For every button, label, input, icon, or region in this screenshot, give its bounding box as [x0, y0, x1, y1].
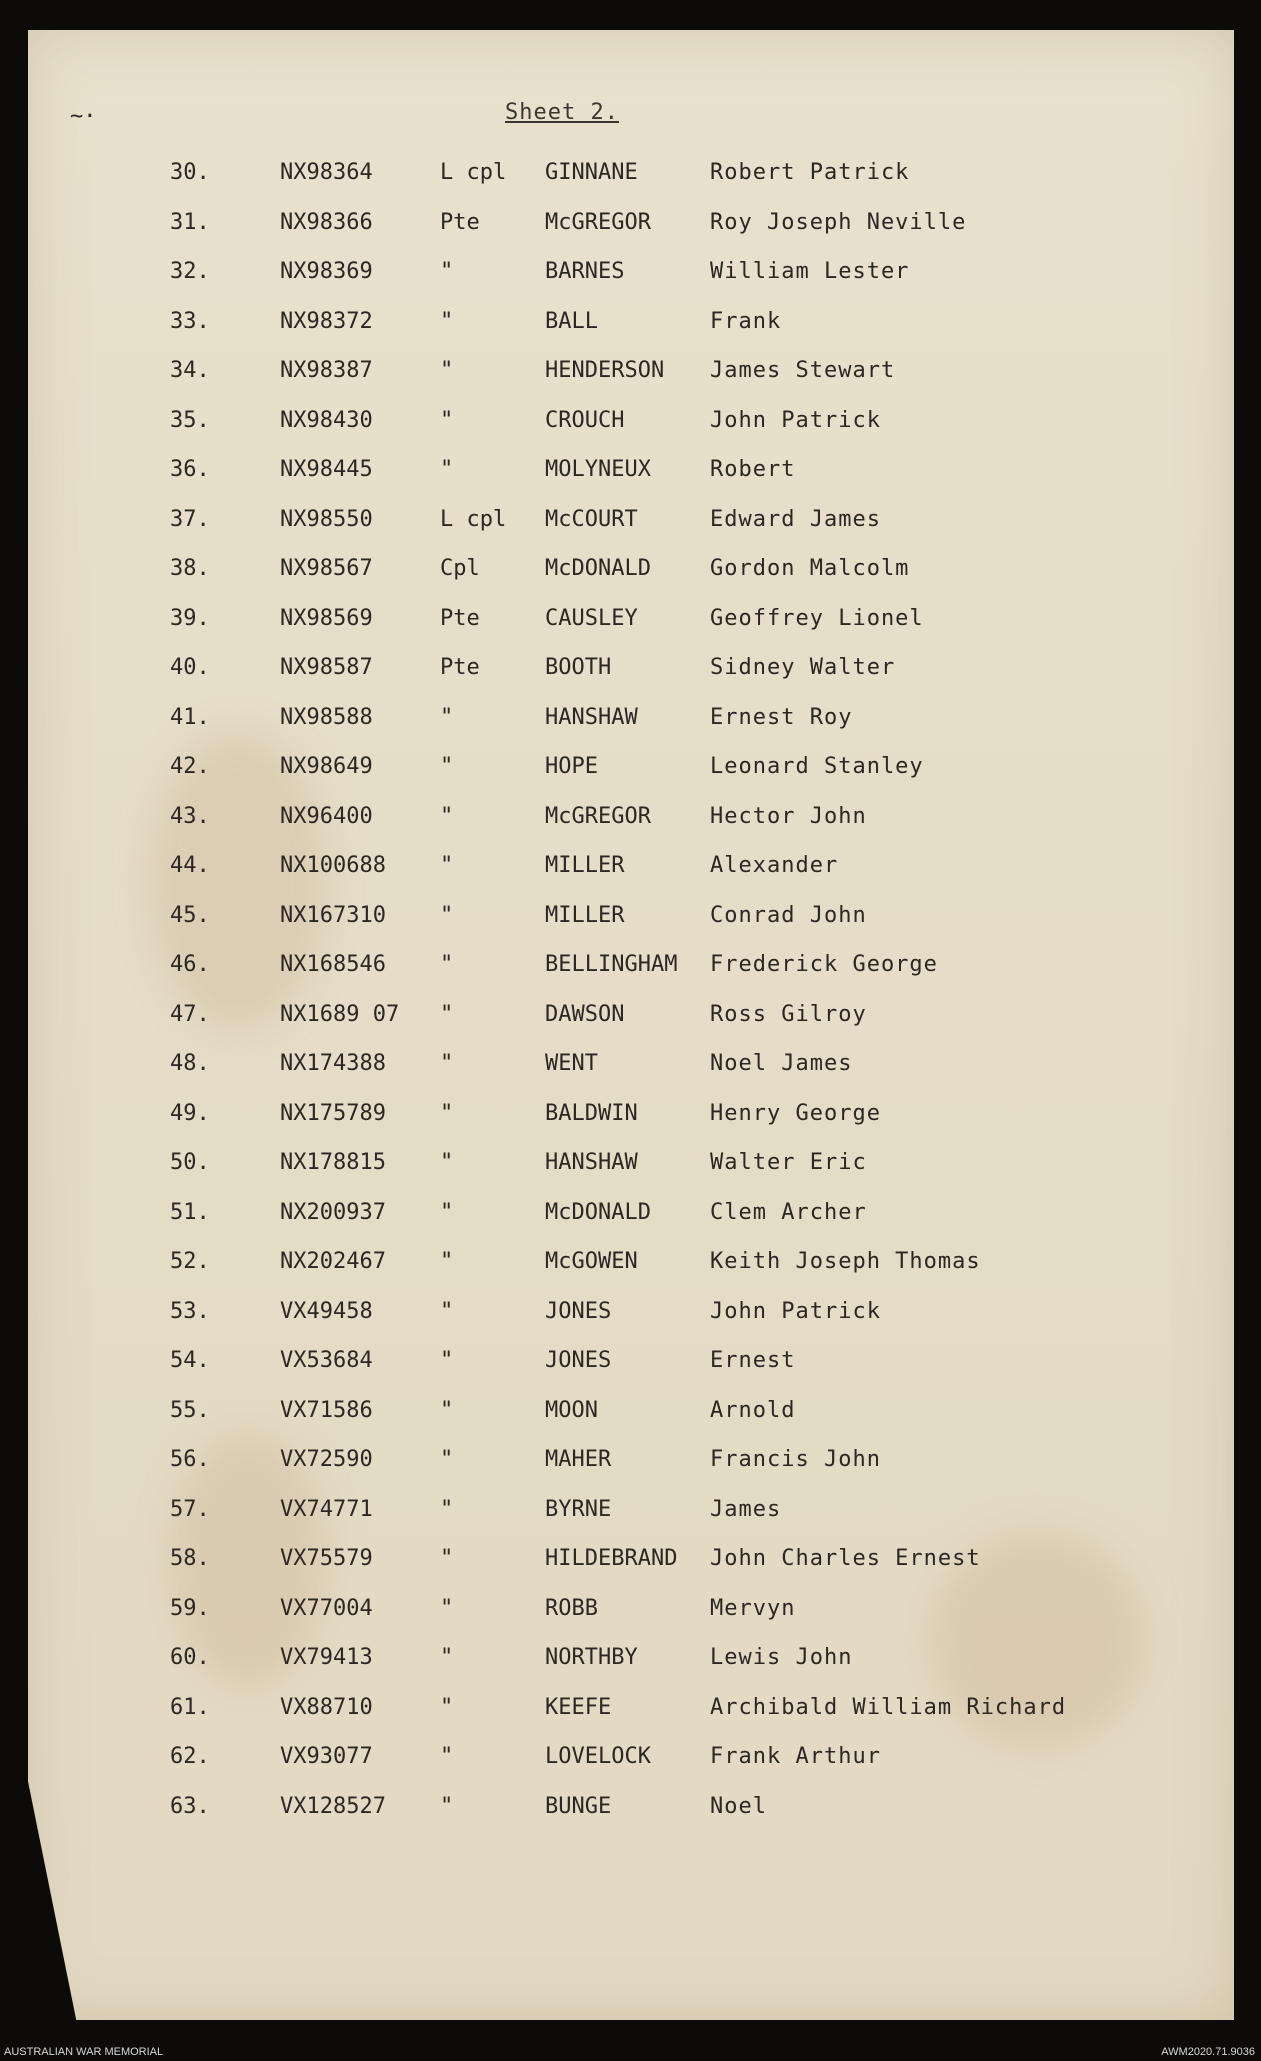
- row-number: 63.: [170, 1794, 210, 1819]
- list-item: [0, 408, 1261, 448]
- rank: ": [440, 1002, 454, 1027]
- list-item: [0, 556, 1261, 596]
- rank: ": [440, 1744, 454, 1769]
- service-number: NX98567: [280, 556, 373, 581]
- list-item: [0, 1249, 1261, 1289]
- surname: McGOWEN: [545, 1249, 638, 1274]
- list-item: [0, 1695, 1261, 1735]
- service-number: VX128527: [280, 1794, 386, 1819]
- list-item: [0, 705, 1261, 745]
- row-number: 57.: [170, 1497, 210, 1522]
- given-names: Roy Joseph Neville: [710, 210, 967, 235]
- surname: MAHER: [545, 1447, 612, 1472]
- service-number: NX98588: [280, 705, 373, 730]
- given-names: Edward James: [710, 507, 881, 532]
- row-number: 62.: [170, 1744, 210, 1769]
- given-names: Leonard Stanley: [710, 754, 924, 779]
- rank: Pte: [440, 210, 480, 235]
- surname: CAUSLEY: [545, 606, 638, 631]
- list-item: [0, 507, 1261, 547]
- surname: JONES: [545, 1348, 612, 1373]
- service-number: VX71586: [280, 1398, 373, 1423]
- given-names: Frederick George: [710, 952, 938, 977]
- given-names: Henry George: [710, 1101, 881, 1126]
- row-number: 50.: [170, 1150, 210, 1175]
- list-item: [0, 309, 1261, 349]
- given-names: William Lester: [710, 259, 910, 284]
- rank: ": [440, 952, 454, 977]
- surname: HENDERSON: [545, 358, 665, 383]
- surname: HOPE: [545, 754, 598, 779]
- rank: ": [440, 1150, 454, 1175]
- surname: BARNES: [545, 259, 625, 284]
- surname: HILDEBRAND: [545, 1546, 678, 1571]
- rank: ": [440, 1299, 454, 1324]
- given-names: Sidney Walter: [710, 655, 896, 680]
- rank: Pte: [440, 655, 480, 680]
- service-number: VX49458: [280, 1299, 373, 1324]
- surname: GINNANE: [545, 160, 638, 185]
- service-number: NX98550: [280, 507, 373, 532]
- service-number: NX98587: [280, 655, 373, 680]
- given-names: Ross Gilroy: [710, 1002, 867, 1027]
- given-names: Ernest Roy: [710, 705, 853, 730]
- row-number: 56.: [170, 1447, 210, 1472]
- rank: ": [440, 1101, 454, 1126]
- list-item: [0, 1200, 1261, 1240]
- surname: NORTHBY: [545, 1645, 638, 1670]
- ink-mark: ~·: [70, 104, 97, 129]
- service-number: VX77004: [280, 1596, 373, 1621]
- rank: ": [440, 1695, 454, 1720]
- row-number: 37.: [170, 507, 210, 532]
- row-number: 32.: [170, 259, 210, 284]
- surname: BALL: [545, 309, 598, 334]
- given-names: Arnold: [710, 1398, 796, 1423]
- rank: ": [440, 457, 454, 482]
- rank: ": [440, 1398, 454, 1423]
- given-names: Archibald William Richard: [710, 1695, 1067, 1720]
- given-names: Frank Arthur: [710, 1744, 881, 1769]
- given-names: John Patrick: [710, 408, 881, 433]
- surname: McGREGOR: [545, 804, 651, 829]
- given-names: Noel James: [710, 1051, 853, 1076]
- row-number: 59.: [170, 1596, 210, 1621]
- row-number: 41.: [170, 705, 210, 730]
- given-names: Hector John: [710, 804, 867, 829]
- list-item: [0, 804, 1261, 844]
- list-item: [0, 952, 1261, 992]
- given-names: Francis John: [710, 1447, 881, 1472]
- given-names: Clem Archer: [710, 1200, 867, 1225]
- rank: L cpl: [440, 507, 507, 532]
- rank: ": [440, 1794, 454, 1819]
- rank: ": [440, 1348, 454, 1373]
- service-number: NX98364: [280, 160, 373, 185]
- service-number: VX75579: [280, 1546, 373, 1571]
- row-number: 35.: [170, 408, 210, 433]
- list-item: [0, 160, 1261, 200]
- surname: MOLYNEUX: [545, 457, 651, 482]
- list-item: [0, 1794, 1261, 1834]
- row-number: 49.: [170, 1101, 210, 1126]
- row-number: 30.: [170, 160, 210, 185]
- list-item: [0, 1150, 1261, 1190]
- rank: Pte: [440, 606, 480, 631]
- surname: WENT: [545, 1051, 598, 1076]
- given-names: James Stewart: [710, 358, 896, 383]
- surname: HANSHAW: [545, 1150, 638, 1175]
- row-number: 60.: [170, 1645, 210, 1670]
- given-names: Robert Patrick: [710, 160, 910, 185]
- surname: HANSHAW: [545, 705, 638, 730]
- list-item: [0, 1596, 1261, 1636]
- footer-reference: AWM2020.71.9036: [1161, 2046, 1255, 2058]
- service-number: NX175789: [280, 1101, 386, 1126]
- surname: MILLER: [545, 903, 625, 928]
- rank: ": [440, 309, 454, 334]
- surname: JONES: [545, 1299, 612, 1324]
- row-number: 39.: [170, 606, 210, 631]
- row-number: 33.: [170, 309, 210, 334]
- row-number: 34.: [170, 358, 210, 383]
- given-names: James: [710, 1497, 782, 1522]
- surname: BELLINGHAM: [545, 952, 678, 977]
- service-number: NX174388: [280, 1051, 386, 1076]
- rank: ": [440, 1546, 454, 1571]
- row-number: 31.: [170, 210, 210, 235]
- service-number: VX93077: [280, 1744, 373, 1769]
- list-item: [0, 457, 1261, 497]
- list-item: [0, 210, 1261, 250]
- row-number: 36.: [170, 457, 210, 482]
- row-number: 58.: [170, 1546, 210, 1571]
- given-names: Ernest: [710, 1348, 796, 1373]
- list-item: [0, 1101, 1261, 1141]
- given-names: Noel: [710, 1794, 767, 1819]
- given-names: Mervyn: [710, 1596, 796, 1621]
- list-item: [0, 1299, 1261, 1339]
- rank: ": [440, 358, 454, 383]
- service-number: NX1689 07: [280, 1002, 400, 1027]
- rank: ": [440, 1645, 454, 1670]
- surname: McGREGOR: [545, 210, 651, 235]
- service-number: NX98372: [280, 309, 373, 334]
- row-number: 47.: [170, 1002, 210, 1027]
- rank: ": [440, 1249, 454, 1274]
- list-item: [0, 1645, 1261, 1685]
- row-number: 51.: [170, 1200, 210, 1225]
- rank: L cpl: [440, 160, 507, 185]
- rank: ": [440, 1200, 454, 1225]
- given-names: Conrad John: [710, 903, 867, 928]
- surname: McDONALD: [545, 1200, 651, 1225]
- list-item: [0, 1051, 1261, 1091]
- rank: ": [440, 804, 454, 829]
- surname: DAWSON: [545, 1002, 625, 1027]
- service-number: NX98445: [280, 457, 373, 482]
- rank: ": [440, 705, 454, 730]
- given-names: John Patrick: [710, 1299, 881, 1324]
- list-item: [0, 1348, 1261, 1388]
- surname: CROUCH: [545, 408, 625, 433]
- surname: McCOURT: [545, 507, 638, 532]
- surname: BUNGE: [545, 1794, 612, 1819]
- list-item: [0, 1546, 1261, 1586]
- list-item: [0, 1497, 1261, 1537]
- archive-footer: [0, 2044, 1261, 2061]
- surname: LOVELOCK: [545, 1744, 651, 1769]
- given-names: Keith Joseph Thomas: [710, 1249, 981, 1274]
- service-number: NX96400: [280, 804, 373, 829]
- given-names: Geoffrey Lionel: [710, 606, 924, 631]
- given-names: Frank: [710, 309, 782, 334]
- surname: MILLER: [545, 853, 625, 878]
- list-item: [0, 606, 1261, 646]
- service-number: NX100688: [280, 853, 386, 878]
- rank: ": [440, 1497, 454, 1522]
- rank: ": [440, 259, 454, 284]
- row-number: 46.: [170, 952, 210, 977]
- rank: ": [440, 754, 454, 779]
- list-item: [0, 754, 1261, 794]
- row-number: 38.: [170, 556, 210, 581]
- service-number: NX200937: [280, 1200, 386, 1225]
- row-number: 48.: [170, 1051, 210, 1076]
- surname: KEEFE: [545, 1695, 612, 1720]
- rank: ": [440, 853, 454, 878]
- rank: ": [440, 1447, 454, 1472]
- rank: Cpl: [440, 556, 480, 581]
- given-names: Walter Eric: [710, 1150, 867, 1175]
- row-number: 42.: [170, 754, 210, 779]
- surname: ROBB: [545, 1596, 598, 1621]
- service-number: VX53684: [280, 1348, 373, 1373]
- row-number: 54.: [170, 1348, 210, 1373]
- row-number: 55.: [170, 1398, 210, 1423]
- given-names: John Charles Ernest: [710, 1546, 981, 1571]
- service-number: NX98369: [280, 259, 373, 284]
- list-item: [0, 1398, 1261, 1438]
- sheet-title: Sheet 2.: [505, 100, 619, 125]
- surname: BOOTH: [545, 655, 612, 680]
- list-item: [0, 1447, 1261, 1487]
- service-number: NX168546: [280, 952, 386, 977]
- given-names: Robert: [710, 457, 796, 482]
- rank: ": [440, 408, 454, 433]
- rank: ": [440, 1596, 454, 1621]
- service-number: NX98387: [280, 358, 373, 383]
- surname: BYRNE: [545, 1497, 612, 1522]
- rank: ": [440, 1051, 454, 1076]
- service-number: NX167310: [280, 903, 386, 928]
- service-number: NX98366: [280, 210, 373, 235]
- row-number: 61.: [170, 1695, 210, 1720]
- service-number: VX88710: [280, 1695, 373, 1720]
- list-item: [0, 1744, 1261, 1784]
- row-number: 43.: [170, 804, 210, 829]
- list-item: [0, 1002, 1261, 1042]
- service-number: VX72590: [280, 1447, 373, 1472]
- surname: BALDWIN: [545, 1101, 638, 1126]
- list-item: [0, 853, 1261, 893]
- service-number: NX98569: [280, 606, 373, 631]
- service-number: NX98649: [280, 754, 373, 779]
- surname: McDONALD: [545, 556, 651, 581]
- service-number: NX98430: [280, 408, 373, 433]
- surname: MOON: [545, 1398, 598, 1423]
- list-item: [0, 903, 1261, 943]
- given-names: Lewis John: [710, 1645, 853, 1670]
- row-number: 45.: [170, 903, 210, 928]
- row-number: 44.: [170, 853, 210, 878]
- service-number: VX74771: [280, 1497, 373, 1522]
- row-number: 53.: [170, 1299, 210, 1324]
- given-names: Gordon Malcolm: [710, 556, 910, 581]
- list-item: [0, 655, 1261, 695]
- row-number: 40.: [170, 655, 210, 680]
- service-number: NX202467: [280, 1249, 386, 1274]
- list-item: [0, 358, 1261, 398]
- row-number: 52.: [170, 1249, 210, 1274]
- given-names: Alexander: [710, 853, 839, 878]
- service-number: VX79413: [280, 1645, 373, 1670]
- service-number: NX178815: [280, 1150, 386, 1175]
- rank: ": [440, 903, 454, 928]
- footer-institution: AUSTRALIAN WAR MEMORIAL: [4, 2046, 164, 2058]
- list-item: [0, 259, 1261, 299]
